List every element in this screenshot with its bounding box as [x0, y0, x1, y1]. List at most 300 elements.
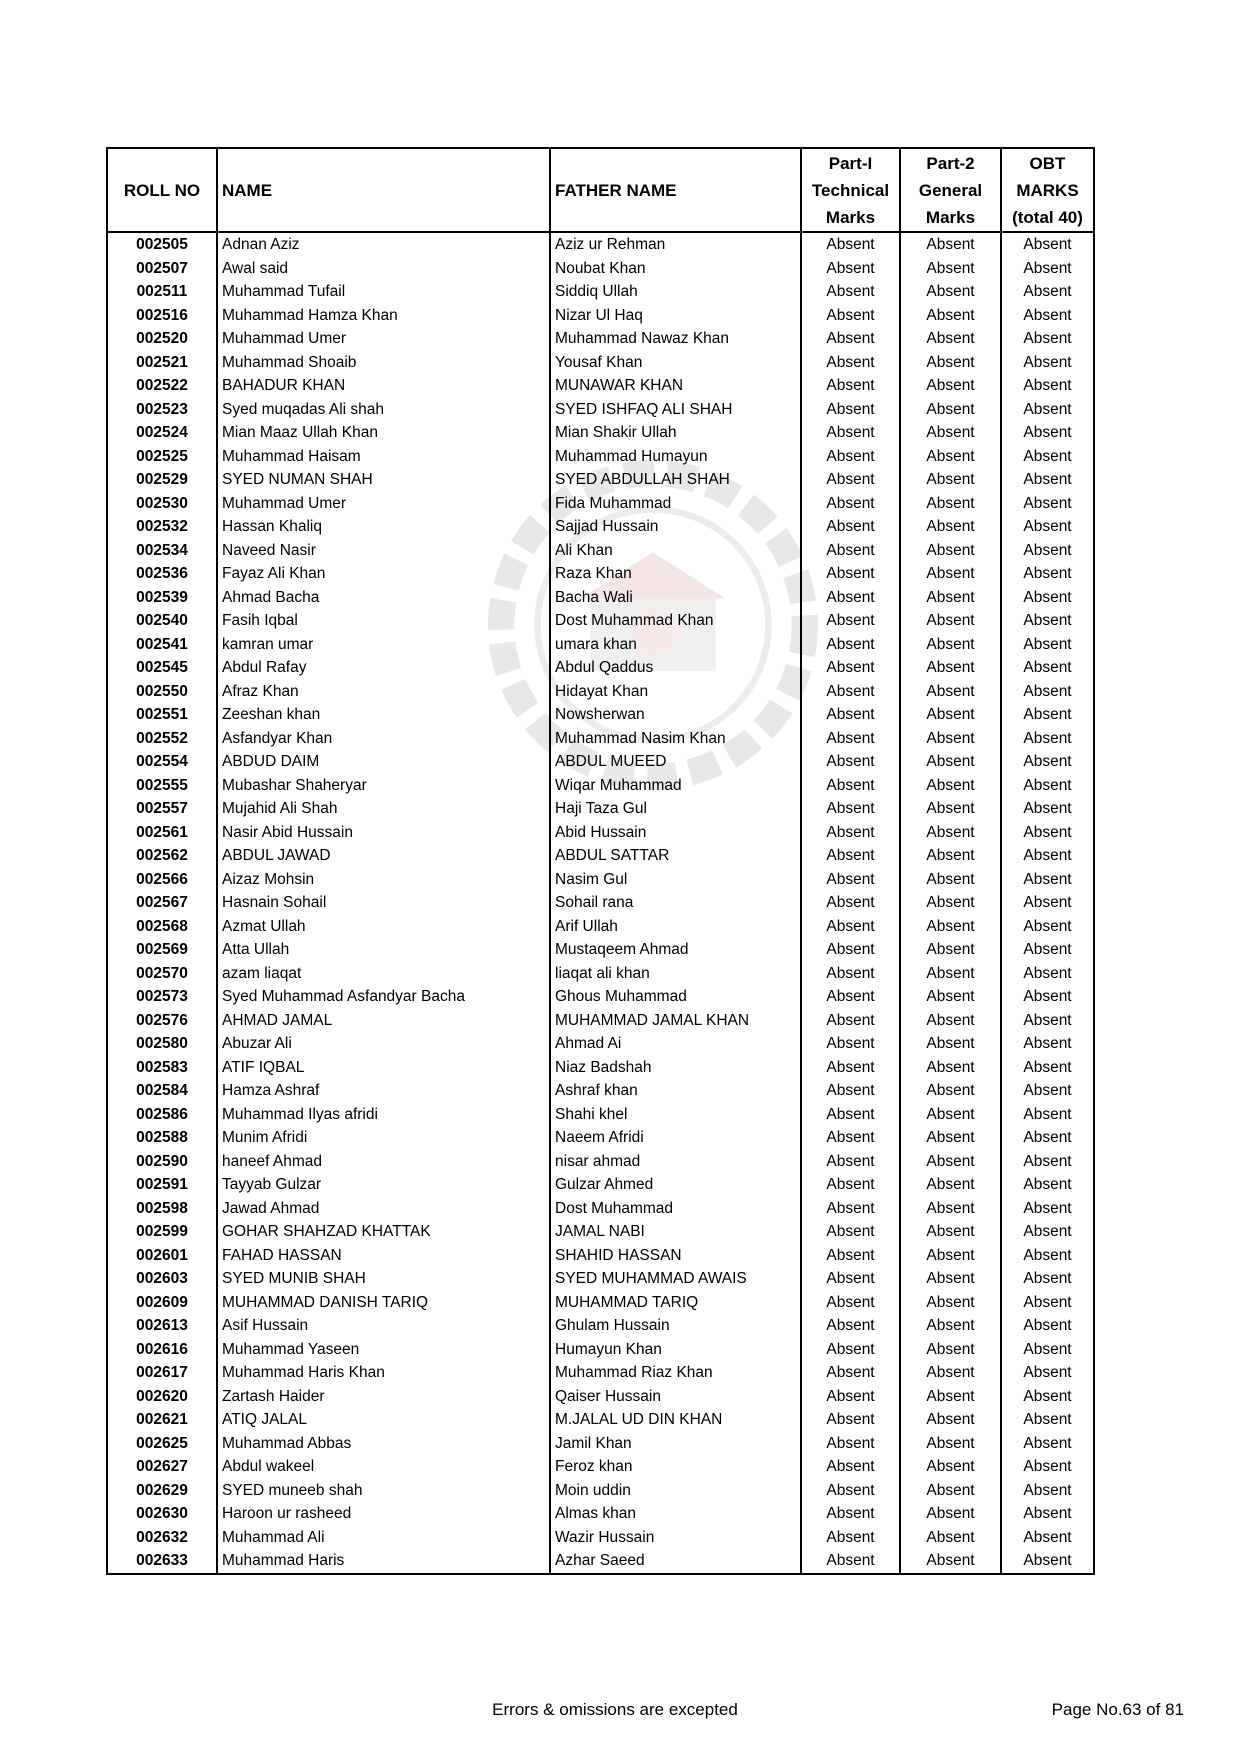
name-cell: Munim Afridi: [217, 1126, 550, 1150]
roll-no-cell: 002516: [107, 304, 217, 328]
table-row: [107, 1103, 1094, 1127]
part1-marks-cell: Absent: [801, 1502, 900, 1526]
father-name-cell: MUHAMMAD TARIQ: [550, 1291, 801, 1315]
obt-marks-cell: Absent: [1001, 915, 1094, 939]
header-obt-line1: OBT: [1029, 153, 1066, 173]
father-name-cell: Dost Muhammad: [550, 1197, 801, 1221]
part1-marks-cell: Absent: [801, 727, 900, 751]
part1-marks-cell: Absent: [801, 562, 900, 586]
roll-no-cell: 002567: [107, 891, 217, 915]
obt-marks-cell: Absent: [1001, 1009, 1094, 1033]
obt-marks-cell: Absent: [1001, 680, 1094, 704]
name-cell: BAHADUR KHAN: [217, 374, 550, 398]
roll-no-cell: 002601: [107, 1244, 217, 1268]
father-name-cell: Aziz ur Rehman: [550, 232, 801, 257]
table-row: [107, 327, 1094, 351]
part2-marks-cell: Absent: [900, 562, 1001, 586]
table-row: [107, 515, 1094, 539]
name-cell: Abdul Rafay: [217, 656, 550, 680]
roll-no-cell: 002524: [107, 421, 217, 445]
obt-marks-cell: Absent: [1001, 703, 1094, 727]
part2-marks-cell: Absent: [900, 774, 1001, 798]
father-name-cell: Arif Ullah: [550, 915, 801, 939]
roll-no-cell: 002534: [107, 539, 217, 563]
part2-marks-cell: Absent: [900, 445, 1001, 469]
part1-marks-cell: Absent: [801, 1126, 900, 1150]
part1-marks-cell: Absent: [801, 1479, 900, 1503]
part1-marks-cell: Absent: [801, 445, 900, 469]
name-cell: SYED muneeb shah: [217, 1479, 550, 1503]
name-cell: Asif Hussain: [217, 1314, 550, 1338]
roll-no-cell: 002566: [107, 868, 217, 892]
table-row: [107, 915, 1094, 939]
part1-marks-cell: Absent: [801, 1291, 900, 1315]
header-part1-technical: [801, 148, 900, 232]
father-name-cell: Gulzar Ahmed: [550, 1173, 801, 1197]
obt-marks-cell: Absent: [1001, 1479, 1094, 1503]
table-row: [107, 421, 1094, 445]
father-name-cell: Feroz khan: [550, 1455, 801, 1479]
name-cell: azam liaqat: [217, 962, 550, 986]
roll-no-cell: 002616: [107, 1338, 217, 1362]
roll-no-cell: 002586: [107, 1103, 217, 1127]
table-row: [107, 1361, 1094, 1385]
name-cell: Mubashar Shaheryar: [217, 774, 550, 798]
obt-marks-cell: Absent: [1001, 962, 1094, 986]
header-obt-line3: (total 40): [1012, 207, 1083, 227]
part1-marks-cell: Absent: [801, 985, 900, 1009]
obt-marks-cell: Absent: [1001, 562, 1094, 586]
part1-marks-cell: Absent: [801, 633, 900, 657]
father-name-cell: Ahmad Ai: [550, 1032, 801, 1056]
part1-marks-cell: Absent: [801, 1408, 900, 1432]
part2-marks-cell: Absent: [900, 1009, 1001, 1033]
name-cell: ATIF IQBAL: [217, 1056, 550, 1080]
obt-marks-cell: Absent: [1001, 1432, 1094, 1456]
part2-marks-cell: Absent: [900, 468, 1001, 492]
name-cell: Muhammad Hamza Khan: [217, 304, 550, 328]
table-row: [107, 445, 1094, 469]
table-row: [107, 280, 1094, 304]
father-name-cell: Noubat Khan: [550, 257, 801, 281]
table-row: [107, 1385, 1094, 1409]
part2-marks-cell: Absent: [900, 868, 1001, 892]
name-cell: Muhammad Haisam: [217, 445, 550, 469]
part2-marks-cell: Absent: [900, 750, 1001, 774]
table-row: [107, 232, 1094, 257]
roll-no-cell: 002632: [107, 1526, 217, 1550]
roll-no-cell: 002569: [107, 938, 217, 962]
table-row: [107, 398, 1094, 422]
obt-marks-cell: Absent: [1001, 257, 1094, 281]
obt-marks-cell: Absent: [1001, 774, 1094, 798]
obt-marks-cell: Absent: [1001, 1173, 1094, 1197]
part1-marks-cell: Absent: [801, 1314, 900, 1338]
table-row: [107, 1126, 1094, 1150]
father-name-cell: Dost Muhammad Khan: [550, 609, 801, 633]
name-cell: Mujahid Ali Shah: [217, 797, 550, 821]
obt-marks-cell: Absent: [1001, 1455, 1094, 1479]
part2-marks-cell: Absent: [900, 1267, 1001, 1291]
part1-marks-cell: Absent: [801, 962, 900, 986]
roll-no-cell: 002630: [107, 1502, 217, 1526]
name-cell: SYED NUMAN SHAH: [217, 468, 550, 492]
obt-marks-cell: Absent: [1001, 1056, 1094, 1080]
table-row: [107, 562, 1094, 586]
part1-marks-cell: Absent: [801, 868, 900, 892]
part2-marks-cell: Absent: [900, 351, 1001, 375]
name-cell: Hassan Khaliq: [217, 515, 550, 539]
father-name-cell: Fida Muhammad: [550, 492, 801, 516]
name-cell: Mian Maaz Ullah Khan: [217, 421, 550, 445]
table-row: [107, 703, 1094, 727]
part1-marks-cell: Absent: [801, 656, 900, 680]
part2-marks-cell: Absent: [900, 232, 1001, 257]
roll-no-cell: 002627: [107, 1455, 217, 1479]
part2-marks-cell: Absent: [900, 797, 1001, 821]
part2-marks-cell: Absent: [900, 327, 1001, 351]
part1-marks-cell: Absent: [801, 1526, 900, 1550]
obt-marks-cell: Absent: [1001, 515, 1094, 539]
part1-marks-cell: Absent: [801, 915, 900, 939]
father-name-cell: ABDUL MUEED: [550, 750, 801, 774]
father-name-cell: Ghous Muhammad: [550, 985, 801, 1009]
father-name-cell: ABDUL SATTAR: [550, 844, 801, 868]
name-cell: Abuzar Ali: [217, 1032, 550, 1056]
header-part1-line1: Part-I: [828, 153, 873, 173]
obt-marks-cell: Absent: [1001, 727, 1094, 751]
father-name-cell: Mian Shakir Ullah: [550, 421, 801, 445]
name-cell: Afraz Khan: [217, 680, 550, 704]
name-cell: Azmat Ullah: [217, 915, 550, 939]
obt-marks-cell: Absent: [1001, 1361, 1094, 1385]
obt-marks-cell: Absent: [1001, 327, 1094, 351]
name-cell: Syed Muhammad Asfandyar Bacha: [217, 985, 550, 1009]
name-cell: Muhammad Tufail: [217, 280, 550, 304]
roll-no-cell: 002562: [107, 844, 217, 868]
father-name-cell: SHAHID HASSAN: [550, 1244, 801, 1268]
part2-marks-cell: Absent: [900, 1479, 1001, 1503]
obt-marks-cell: Absent: [1001, 821, 1094, 845]
roll-no-cell: 002573: [107, 985, 217, 1009]
father-name-cell: SYED ISHFAQ ALI SHAH: [550, 398, 801, 422]
part2-marks-cell: Absent: [900, 1549, 1001, 1574]
roll-no-cell: 002551: [107, 703, 217, 727]
roll-no-cell: 002541: [107, 633, 217, 657]
name-cell: Fayaz Ali Khan: [217, 562, 550, 586]
father-name-cell: Almas khan: [550, 1502, 801, 1526]
header-part1-line2: Technical: [811, 180, 890, 200]
name-cell: Muhammad Yaseen: [217, 1338, 550, 1362]
father-name-cell: Mustaqeem Ahmad: [550, 938, 801, 962]
part2-marks-cell: Absent: [900, 821, 1001, 845]
part2-marks-cell: Absent: [900, 1526, 1001, 1550]
roll-no-cell: 002633: [107, 1549, 217, 1574]
results-table: [106, 147, 1095, 1575]
obt-marks-cell: Absent: [1001, 492, 1094, 516]
name-cell: haneef Ahmad: [217, 1150, 550, 1174]
roll-no-cell: 002576: [107, 1009, 217, 1033]
table-row: [107, 821, 1094, 845]
part1-marks-cell: Absent: [801, 844, 900, 868]
part1-marks-cell: Absent: [801, 515, 900, 539]
name-cell: Tayyab Gulzar: [217, 1173, 550, 1197]
name-cell: Muhammad Abbas: [217, 1432, 550, 1456]
father-name-cell: Moin uddin: [550, 1479, 801, 1503]
name-cell: ABDUL JAWAD: [217, 844, 550, 868]
name-cell: Hamza Ashraf: [217, 1079, 550, 1103]
name-cell: Adnan Aziz: [217, 232, 550, 257]
roll-no-cell: 002532: [107, 515, 217, 539]
header-part2-line1: Part-2: [926, 153, 975, 173]
table-row: [107, 1173, 1094, 1197]
name-cell: SYED MUNIB SHAH: [217, 1267, 550, 1291]
obt-marks-cell: Absent: [1001, 1267, 1094, 1291]
part2-marks-cell: Absent: [900, 1502, 1001, 1526]
part2-marks-cell: Absent: [900, 1455, 1001, 1479]
roll-no-cell: 002523: [107, 398, 217, 422]
roll-no-cell: 002599: [107, 1220, 217, 1244]
obt-marks-cell: Absent: [1001, 1338, 1094, 1362]
roll-no-cell: 002550: [107, 680, 217, 704]
header-father-name: FATHER NAME: [550, 148, 801, 232]
obt-marks-cell: Absent: [1001, 1526, 1094, 1550]
table-row: [107, 539, 1094, 563]
table-row: [107, 1549, 1094, 1574]
header-part2-line2: General: [918, 180, 983, 200]
table-row: [107, 586, 1094, 610]
obt-marks-cell: Absent: [1001, 750, 1094, 774]
name-cell: Naveed Nasir: [217, 539, 550, 563]
part2-marks-cell: Absent: [900, 539, 1001, 563]
part1-marks-cell: Absent: [801, 1173, 900, 1197]
part1-marks-cell: Absent: [801, 1009, 900, 1033]
father-name-cell: Nowsherwan: [550, 703, 801, 727]
table-row: [107, 1032, 1094, 1056]
part1-marks-cell: Absent: [801, 680, 900, 704]
roll-no-cell: 002625: [107, 1432, 217, 1456]
errors-omissions-note: Errors & omissions are excepted: [492, 1700, 738, 1719]
father-name-cell: Abid Hussain: [550, 821, 801, 845]
obt-marks-cell: Absent: [1001, 1103, 1094, 1127]
part2-marks-cell: Absent: [900, 938, 1001, 962]
table-row: [107, 1314, 1094, 1338]
header-part1-line3: Marks: [825, 207, 876, 227]
part1-marks-cell: Absent: [801, 232, 900, 257]
obt-marks-cell: Absent: [1001, 232, 1094, 257]
table-row: [107, 1338, 1094, 1362]
table-row: [107, 938, 1094, 962]
father-name-cell: Nizar Ul Haq: [550, 304, 801, 328]
table-row: [107, 727, 1094, 751]
name-cell: Zartash Haider: [217, 1385, 550, 1409]
table-row: [107, 891, 1094, 915]
table-row: [107, 633, 1094, 657]
roll-no-cell: 002561: [107, 821, 217, 845]
roll-no-cell: 002609: [107, 1291, 217, 1315]
father-name-cell: Shahi khel: [550, 1103, 801, 1127]
table-row: [107, 1009, 1094, 1033]
part2-marks-cell: Absent: [900, 1056, 1001, 1080]
obt-marks-cell: Absent: [1001, 1291, 1094, 1315]
roll-no-cell: 002598: [107, 1197, 217, 1221]
part1-marks-cell: Absent: [801, 1244, 900, 1268]
name-cell: Muhammad Ilyas afridi: [217, 1103, 550, 1127]
obt-marks-cell: Absent: [1001, 1220, 1094, 1244]
father-name-cell: JAMAL NABI: [550, 1220, 801, 1244]
father-name-cell: Muhammad Riaz Khan: [550, 1361, 801, 1385]
obt-marks-cell: Absent: [1001, 1126, 1094, 1150]
father-name-cell: Ashraf khan: [550, 1079, 801, 1103]
table-row: [107, 468, 1094, 492]
roll-no-cell: 002613: [107, 1314, 217, 1338]
name-cell: Asfandyar Khan: [217, 727, 550, 751]
roll-no-cell: 002620: [107, 1385, 217, 1409]
table-row: [107, 1079, 1094, 1103]
name-cell: Hasnain Sohail: [217, 891, 550, 915]
table-row: [107, 374, 1094, 398]
part2-marks-cell: Absent: [900, 374, 1001, 398]
obt-marks-cell: Absent: [1001, 1197, 1094, 1221]
part2-marks-cell: Absent: [900, 1220, 1001, 1244]
table-row: [107, 1291, 1094, 1315]
roll-no-cell: 002539: [107, 586, 217, 610]
roll-no-cell: 002545: [107, 656, 217, 680]
roll-no-cell: 002554: [107, 750, 217, 774]
table-row: [107, 1150, 1094, 1174]
name-cell: Syed muqadas Ali shah: [217, 398, 550, 422]
obt-marks-cell: Absent: [1001, 1244, 1094, 1268]
father-name-cell: Haji Taza Gul: [550, 797, 801, 821]
part2-marks-cell: Absent: [900, 257, 1001, 281]
obt-marks-cell: Absent: [1001, 1385, 1094, 1409]
table-row: [107, 1502, 1094, 1526]
obt-marks-cell: Absent: [1001, 868, 1094, 892]
name-cell: Muhammad Umer: [217, 492, 550, 516]
father-name-cell: Naeem Afridi: [550, 1126, 801, 1150]
part2-marks-cell: Absent: [900, 515, 1001, 539]
obt-marks-cell: Absent: [1001, 656, 1094, 680]
table-row: [107, 656, 1094, 680]
roll-no-cell: 002530: [107, 492, 217, 516]
table-row: [107, 985, 1094, 1009]
father-name-cell: Yousaf Khan: [550, 351, 801, 375]
header-obt-line2: MARKS: [1016, 180, 1079, 200]
part1-marks-cell: Absent: [801, 374, 900, 398]
part2-marks-cell: Absent: [900, 1408, 1001, 1432]
table-row: [107, 304, 1094, 328]
roll-no-cell: 002529: [107, 468, 217, 492]
table-body: [107, 232, 1094, 1574]
obt-marks-cell: Absent: [1001, 468, 1094, 492]
part1-marks-cell: Absent: [801, 327, 900, 351]
roll-no-cell: 002590: [107, 1150, 217, 1174]
name-cell: Muhammad Haris: [217, 1549, 550, 1574]
table-row: [107, 1455, 1094, 1479]
part2-marks-cell: Absent: [900, 1173, 1001, 1197]
name-cell: Jawad Ahmad: [217, 1197, 550, 1221]
father-name-cell: Wazir Hussain: [550, 1526, 801, 1550]
part2-marks-cell: Absent: [900, 680, 1001, 704]
roll-no-cell: 002521: [107, 351, 217, 375]
obt-marks-cell: Absent: [1001, 1150, 1094, 1174]
name-cell: AHMAD JAMAL: [217, 1009, 550, 1033]
father-name-cell: liaqat ali khan: [550, 962, 801, 986]
father-name-cell: SYED ABDULLAH SHAH: [550, 468, 801, 492]
part2-marks-cell: Absent: [900, 609, 1001, 633]
part1-marks-cell: Absent: [801, 1361, 900, 1385]
part2-marks-cell: Absent: [900, 844, 1001, 868]
obt-marks-cell: Absent: [1001, 985, 1094, 1009]
roll-no-cell: 002525: [107, 445, 217, 469]
table-row: [107, 1479, 1094, 1503]
name-cell: Muhammad Haris Khan: [217, 1361, 550, 1385]
name-cell: Zeeshan khan: [217, 703, 550, 727]
header-part2-line3: Marks: [925, 207, 976, 227]
part1-marks-cell: Absent: [801, 1338, 900, 1362]
obt-marks-cell: Absent: [1001, 938, 1094, 962]
part2-marks-cell: Absent: [900, 703, 1001, 727]
part2-marks-cell: Absent: [900, 1291, 1001, 1315]
name-cell: Muhammad Shoaib: [217, 351, 550, 375]
part2-marks-cell: Absent: [900, 1244, 1001, 1268]
father-name-cell: Muhammad Humayun: [550, 445, 801, 469]
name-cell: Abdul wakeel: [217, 1455, 550, 1479]
part2-marks-cell: Absent: [900, 962, 1001, 986]
roll-no-cell: 002540: [107, 609, 217, 633]
roll-no-cell: 002557: [107, 797, 217, 821]
roll-no-cell: 002536: [107, 562, 217, 586]
table-row: [107, 1267, 1094, 1291]
name-cell: Fasih Iqbal: [217, 609, 550, 633]
part2-marks-cell: Absent: [900, 1385, 1001, 1409]
part2-marks-cell: Absent: [900, 1103, 1001, 1127]
father-name-cell: umara khan: [550, 633, 801, 657]
obt-marks-cell: Absent: [1001, 797, 1094, 821]
father-name-cell: Sohail rana: [550, 891, 801, 915]
table-header-row: [107, 148, 1094, 232]
name-cell: Nasir Abid Hussain: [217, 821, 550, 845]
table-row: [107, 1220, 1094, 1244]
part2-marks-cell: Absent: [900, 727, 1001, 751]
father-name-cell: Muhammad Nasim Khan: [550, 727, 801, 751]
roll-no-cell: 002511: [107, 280, 217, 304]
roll-no-cell: 002568: [107, 915, 217, 939]
father-name-cell: Abdul Qaddus: [550, 656, 801, 680]
roll-no-cell: 002583: [107, 1056, 217, 1080]
name-cell: Awal said: [217, 257, 550, 281]
father-name-cell: Qaiser Hussain: [550, 1385, 801, 1409]
part1-marks-cell: Absent: [801, 1056, 900, 1080]
father-name-cell: nisar ahmad: [550, 1150, 801, 1174]
part1-marks-cell: Absent: [801, 1220, 900, 1244]
obt-marks-cell: Absent: [1001, 421, 1094, 445]
roll-no-cell: 002580: [107, 1032, 217, 1056]
part1-marks-cell: Absent: [801, 1267, 900, 1291]
part1-marks-cell: Absent: [801, 938, 900, 962]
part2-marks-cell: Absent: [900, 1432, 1001, 1456]
part2-marks-cell: Absent: [900, 1126, 1001, 1150]
part1-marks-cell: Absent: [801, 821, 900, 845]
part1-marks-cell: Absent: [801, 1150, 900, 1174]
table-row: [107, 1056, 1094, 1080]
roll-no-cell: 002552: [107, 727, 217, 751]
father-name-cell: Ali Khan: [550, 539, 801, 563]
obt-marks-cell: Absent: [1001, 1502, 1094, 1526]
part2-marks-cell: Absent: [900, 1338, 1001, 1362]
part1-marks-cell: Absent: [801, 1079, 900, 1103]
part1-marks-cell: Absent: [801, 398, 900, 422]
